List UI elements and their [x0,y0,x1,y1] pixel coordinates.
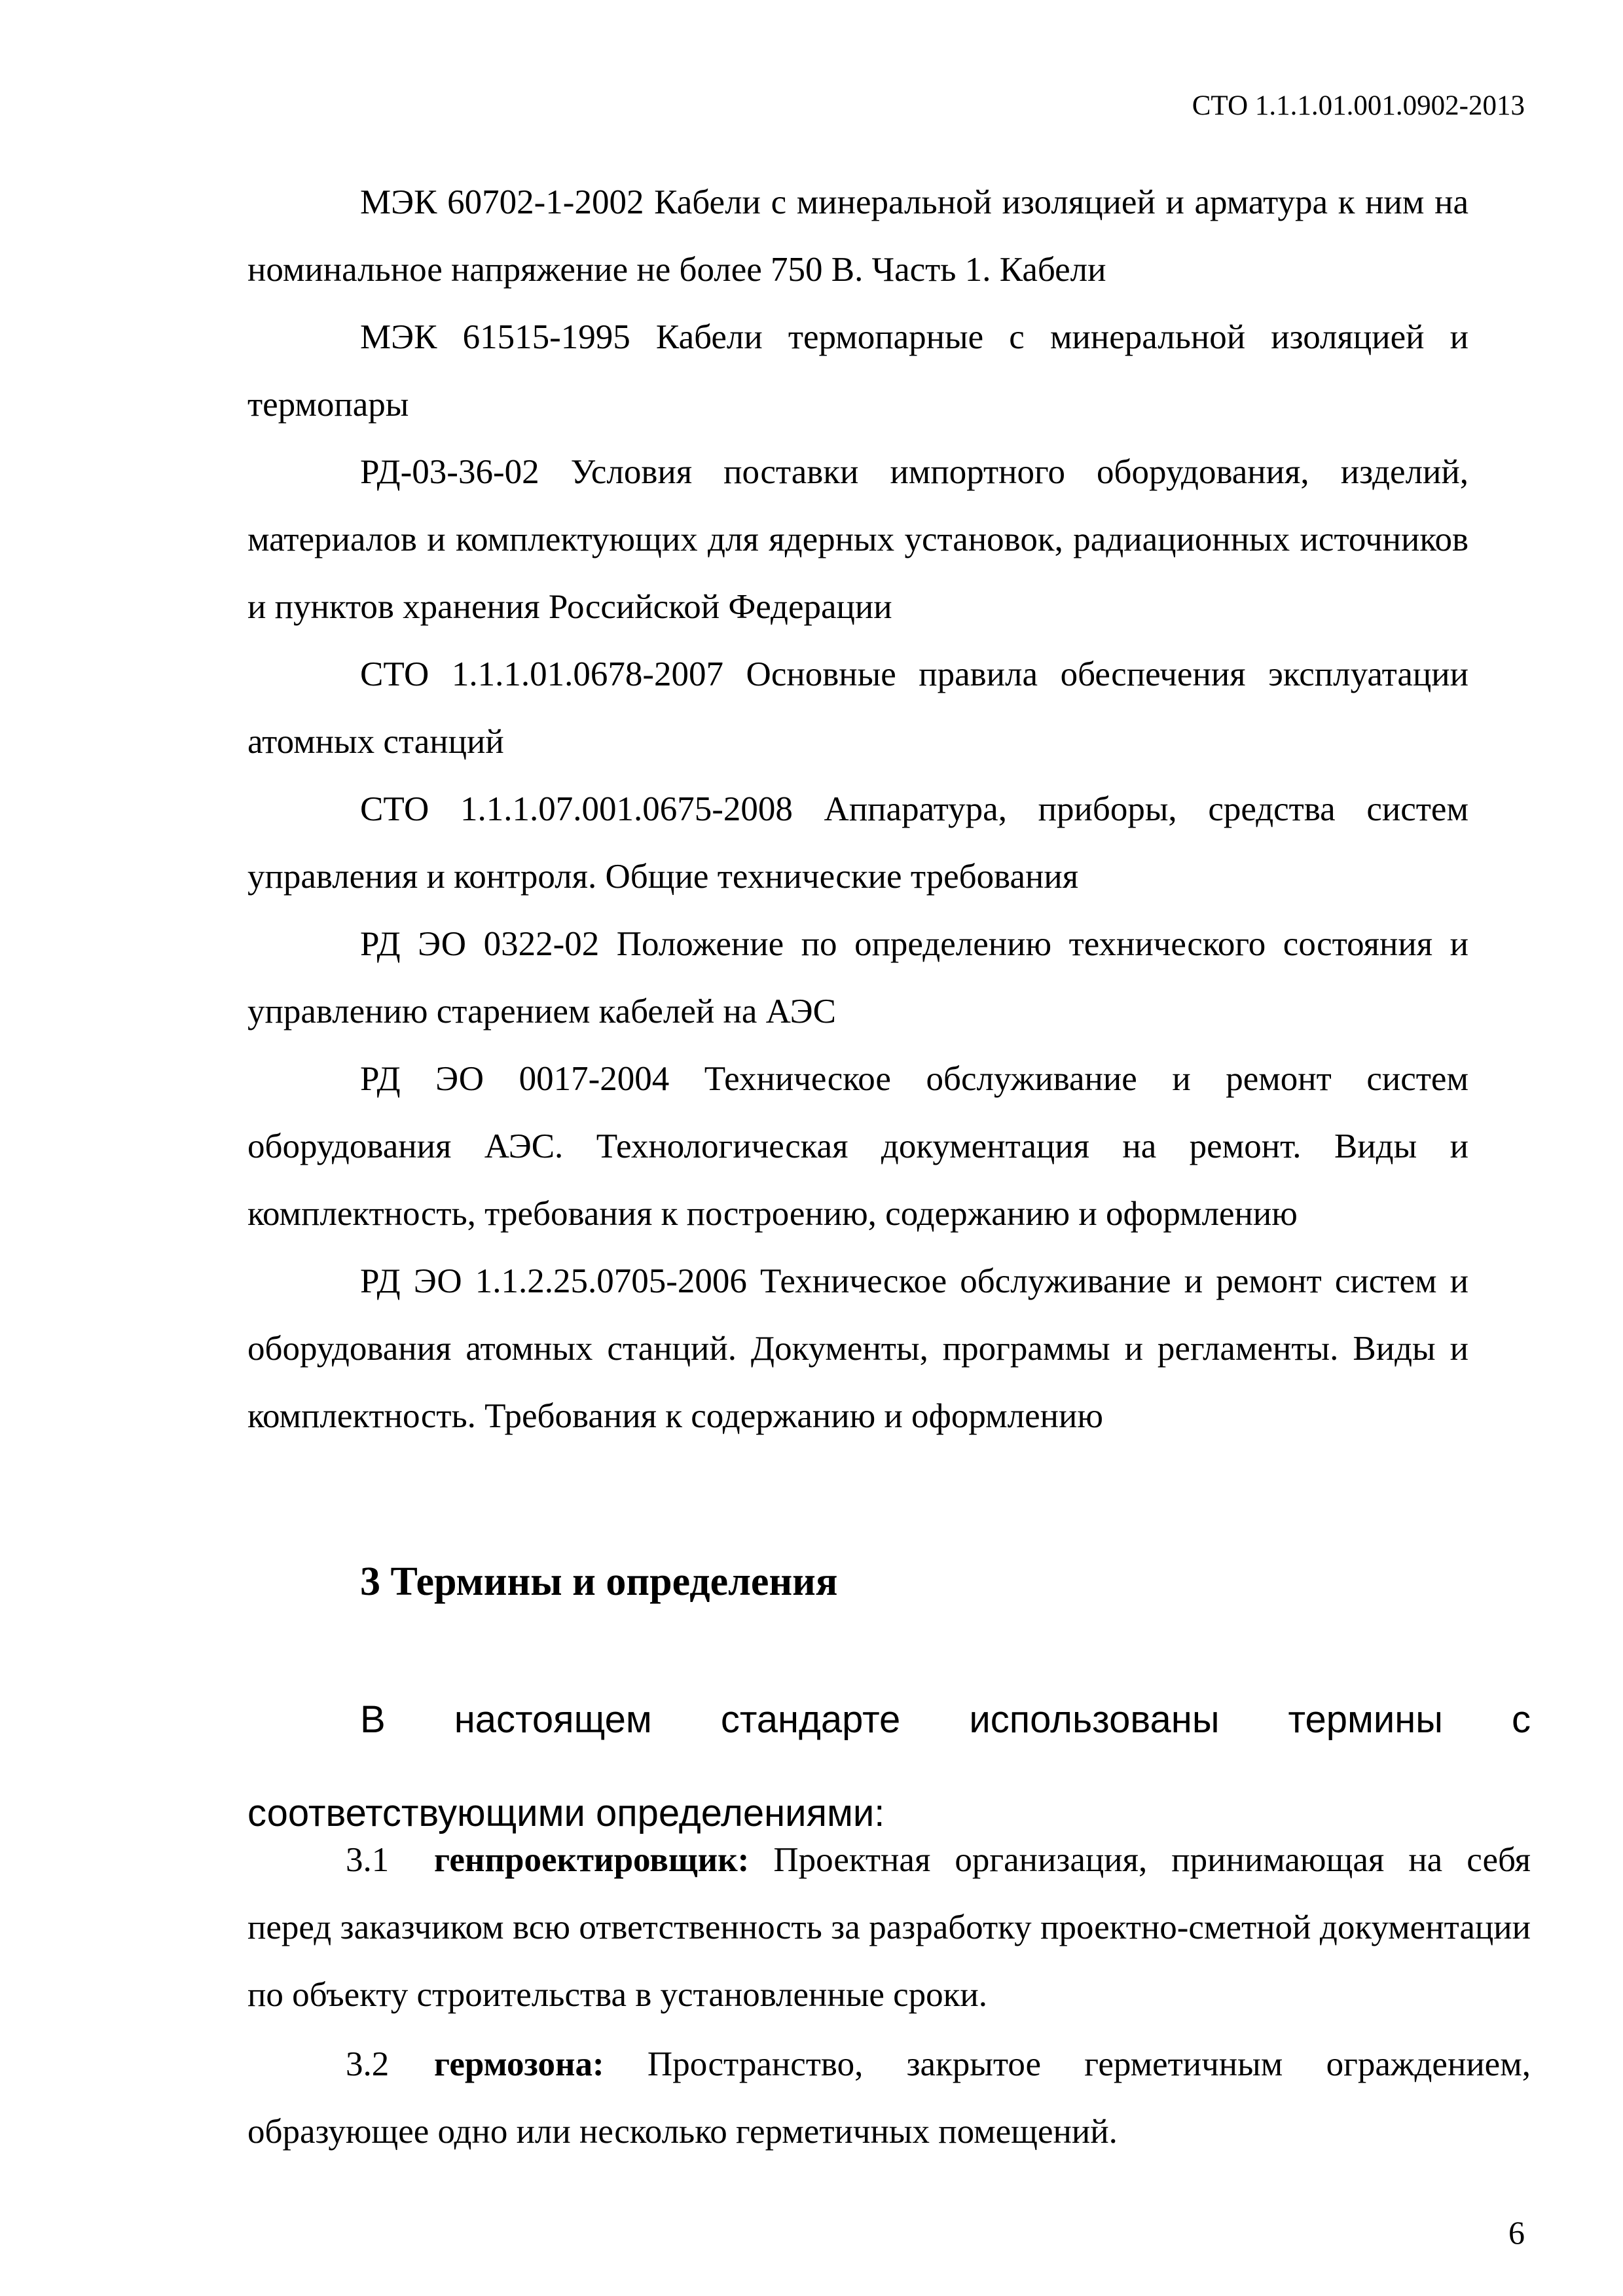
reference-item: РД ЭО 1.1.2.25.0705-2006 Техническое обслуживание и ремонт систем и оборудования атомных станций. Документы, программы и регламенты. Виды и комплектность. Требования к содержанию и оформлению [247,1262,1468,1435]
term-number: 3.1 [346,1841,390,1879]
term-definition: Проектная организация, принимающая на себя перед заказчиком всю ответственность за разработку проектно-сметной документации по объекту строительства в установленные сроки. [247,1841,1531,2014]
normative-references-list [247,169,1468,1450]
reference-item: СТО 1.1.1.07.001.0675-2008 Аппаратура, приборы, средства систем управления и контроля. Общие технические требования [247,790,1468,896]
term-name: гермозона: [434,2045,604,2083]
term-number: 3.2 [346,2045,390,2083]
term-definition-item [247,2031,1531,2166]
reference-item: МЭК 60702-1-2002 Кабели с минеральной изоляцией и арматура к ним на номинальное напряжение не более 750 В. Часть 1. Кабели [247,183,1468,289]
document-code-header: СТО 1.1.1.01.001.0902-2013 [1192,90,1525,121]
term-definition-item [247,1827,1531,2029]
terms-list [247,1827,1531,2168]
reference-item: СТО 1.1.1.01.0678-2007 Основные правила обеспечения эксплуатации атомных станций [247,655,1468,761]
reference-item: РД ЭО 0017-2004 Техническое обслуживание и ремонт систем оборудования АЭС. Технологическая документация на ремонт. Виды и комплектность, требования к построению, содержанию и оформлению [247,1060,1468,1233]
reference-item: МЭК 61515-1995 Кабели термопарные с минеральной изоляцией и термопары [247,318,1468,424]
term-definition: Пространство, закрытое герметичным ограждением, образующее одно или несколько герметичных помещений. [247,2045,1531,2151]
reference-item: РД ЭО 0322-02 Положение по определению технического состояния и управлению старением кабелей на АЭС [247,925,1468,1030]
page-number: 6 [1508,2214,1525,2251]
reference-item: РД-03-36-02 Условия поставки импортного оборудования, изделий, материалов и комплектующих для ядерных установок, радиационных источников и пунктов хранения Российской Федерации [247,453,1468,626]
section-intro-paragraph: В настоящем стандарте использованы термины с соответствующими определениями: [247,1698,1531,1834]
term-name: генпроектировщик: [434,1841,750,1879]
section-heading: 3 Термины и определения [360,1559,838,1604]
